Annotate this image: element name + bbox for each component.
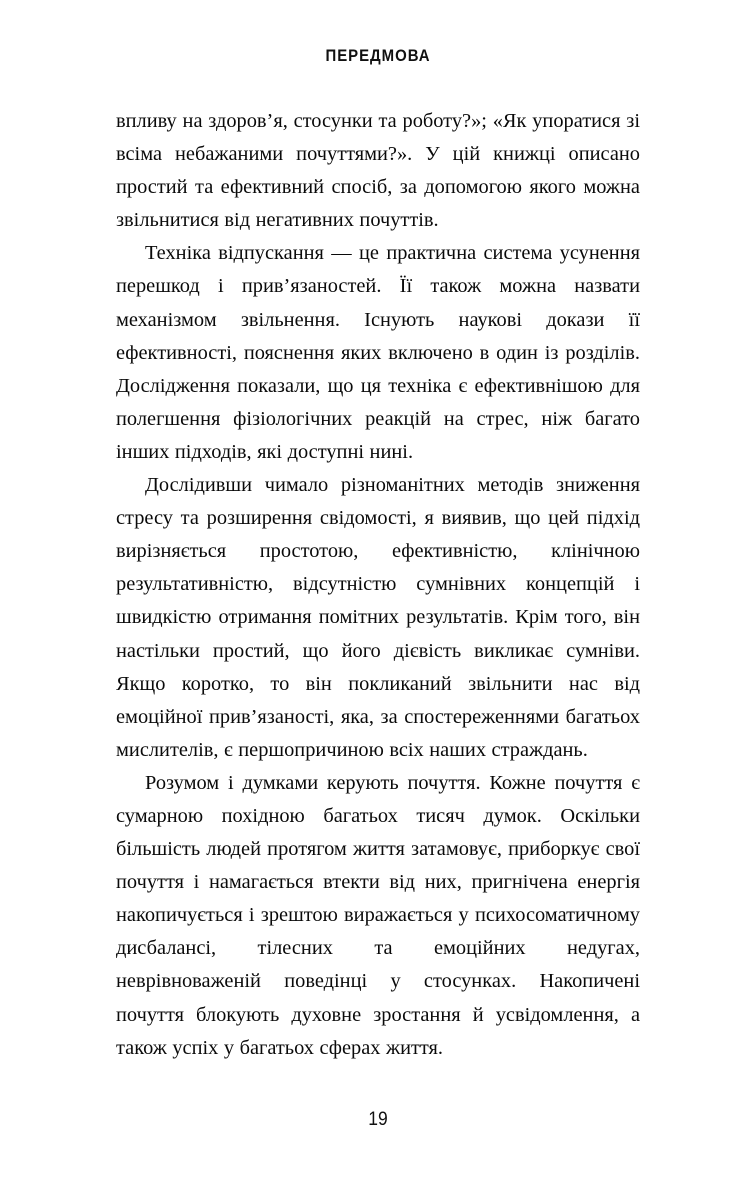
body-paragraph: Розумом і думками керують почуття. Кожне почуття є сумарною похідною багатьох тисяч думок. Оскільки більшість людей протягом життя затамовує, приборкує свої почуття і намагається втекти від них, пригнічена енергія накопичується і зрештою виражається у психосоматичному дисбалансі, тілесних та емоційних недугах, неврівноваженій поведінці у стосунках. Накопичені почуття блокують духовне зростання й усвідомлення, а також успіх у багатьох сферах життя. bbox=[116, 771, 640, 1059]
running-header-title: ПЕРЕДМОВА bbox=[325, 46, 431, 65]
body-text-column bbox=[116, 105, 640, 1065]
body-paragraph: Дослідивши чимало різноманітних методів зниження стресу та розширення свідомості, я виявив, що цей підхід вирізняється простотою, ефективністю, клінічною результативністю, відсутністю сумнівних концепцій і швидкістю отримання помітних результатів. Крім того, він настільки простий, що його дієвість викликає сумніви. Якщо коротко, то він покликаний звільнити нас від емоційної прив’язаності, яка, за спостереженнями багатьох мислителів, є першопричиною всіх наших страждань. bbox=[116, 474, 640, 761]
body-paragraph: впливу на здоров’я, стосунки та роботу?»; «Як упоратися зі всіма небажаними почуттями?». У цій книжці описано простий та ефективний спосіб, за допомогою якого можна звільнитися від негативних почуттів. bbox=[116, 110, 640, 232]
body-paragraph: Техніка відпускання — це практична система усунення перешкод і прив’язаностей. Її також можна назвати механізмом звільнення. Існують наукові докази її ефективності, пояснення яких включено в один із розділів. Дослідження показали, що ця техніка є ефективнішою для полегшення фізіологічних реакцій на стрес, ніж багато інших підходів, які доступні нині. bbox=[116, 242, 640, 463]
page-number: 19 bbox=[368, 1109, 388, 1130]
